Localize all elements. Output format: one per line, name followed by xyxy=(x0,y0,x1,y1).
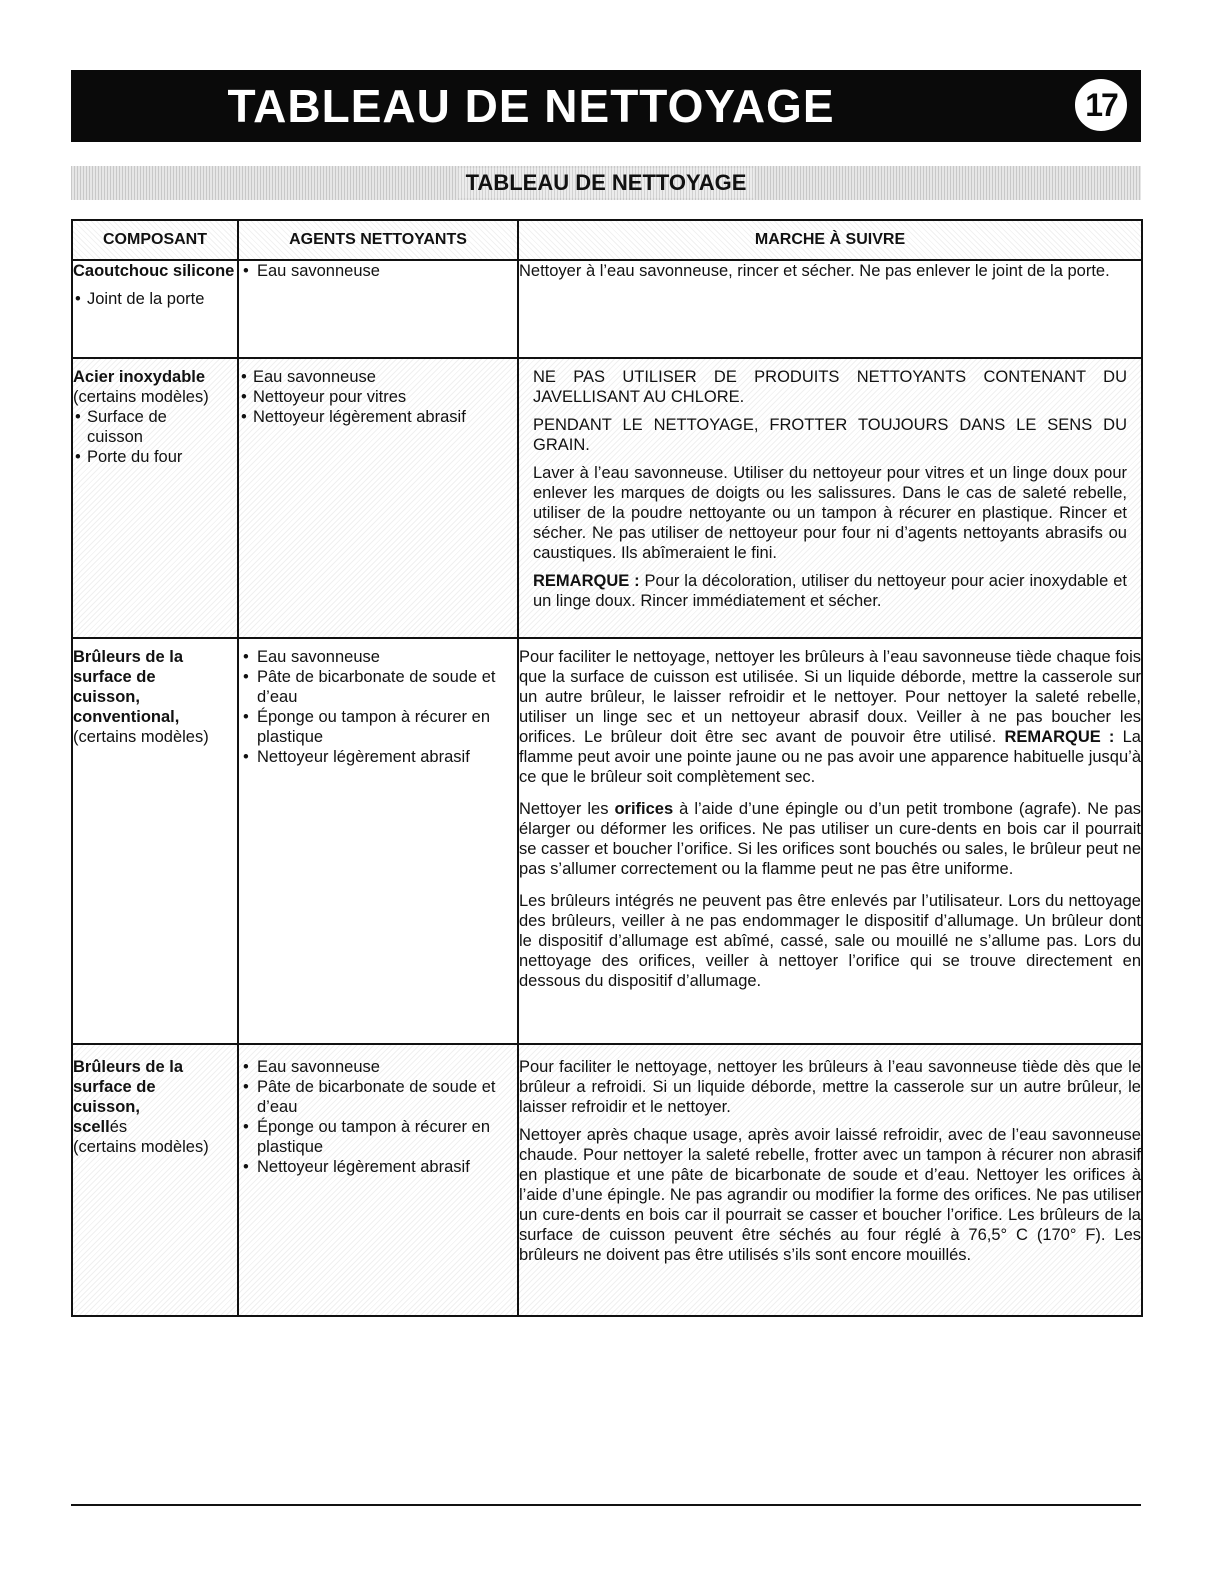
procedure-paragraph: Pour faciliter le nettoyage, nettoyer les brûleurs à l’eau savonneuse tiède dès que le brûleur a refroidi. Si un liquide déborde, mettre la casserole sur un autre brûleur, le laisser refroidir et le nettoyer. xyxy=(519,1058,1141,1116)
procedure-paragraph: Nettoyer après chaque usage, après avoir laissé refroidir, avec de l’eau savonneuse chaude. Pour nettoyer la saleté rebelle, frotter avec un tampon à récurer non abrasif en plastique et une pâte de bicarbonate de soude et d’eau. Nettoyer les orifices à l’aide d’une épingle. Ne pas agrandir ou modifier la forme des orifices. Ne pas utiliser un cure-dents en bois car il pourrait se casser et boucher l’orifice. Les brûleurs de la surface de cuisson peuvent être séchés au four réglé à 76,5° C (170° F). Les brûleurs ne doivent pas être utilisés s’ils sont encore mouillés. xyxy=(519,1126,1141,1264)
title-banner xyxy=(71,70,1141,142)
agent-item: • Nettoyeur légèrement abrasif xyxy=(239,747,517,767)
component-cell xyxy=(72,638,238,1044)
agent-item: • Éponge ou tampon à récurer en plastique xyxy=(239,1117,517,1157)
component-title-line: conventional, xyxy=(73,708,180,726)
component-scell-bold: scell xyxy=(73,1118,110,1136)
agents-cell xyxy=(238,358,518,638)
note-label: REMARQUE : xyxy=(533,572,640,590)
orifices-bold: orifices xyxy=(614,800,674,818)
procedure-paragraph: Nettoyer à l’eau savonneuse, rincer et sécher. Ne pas enlever le joint de la porte. xyxy=(519,262,1110,280)
component-item: • Surface de cuisson xyxy=(73,407,237,447)
agent-item: • Éponge ou tampon à récurer en plastique xyxy=(239,707,517,747)
orifices-pre: Nettoyer les xyxy=(519,800,615,818)
component-cell xyxy=(72,1044,238,1316)
table-header-row xyxy=(72,220,1142,260)
procedure-note xyxy=(533,571,1127,611)
procedure-intro: Pour faciliter le nettoyage, nettoyer les brûleurs à l’eau savonneuse tiède chaque fois que la surface de cuisson est utilisée. Si un liquide déborde, mettre la casserole sur un autre brûleur, le laisser refroidir et le nettoyer. Pour nettoyer la saleté rebelle, utiliser un linge sec et un nettoyeur abrasif doux. Veiller à ne pas boucher les orifices. Le brûleur doit être sec avant de pouvoir être utilisé. xyxy=(519,648,1141,746)
note-text: La flamme peut avoir une pointe jaune ou ne pas avoir une apparence habituelle jusqu’à ce que le brûleur soit complètement sec. xyxy=(519,728,1141,786)
component-note: (certains modèles) xyxy=(73,388,209,406)
orifices-post: à l’aide d’une épingle ou d’un petit trombone (agrafe). Ne pas élarger ou déformer les orifices. Ne pas utiliser un cure-dents en bois car il pourrait se casser et boucher l’orifice. Si les orifices sont bouchés ou sales, le brûleur peut ne pas s’allumer correctement ou la flamme peut ne pas être uniforme. xyxy=(519,800,1141,878)
agents-cell xyxy=(238,1044,518,1316)
agent-item: • Eau savonneuse xyxy=(239,261,517,281)
page-number-badge: 17 xyxy=(1075,79,1127,131)
agent-item: • Nettoyeur pour vitres xyxy=(239,387,517,407)
component-title-line: Brûleurs de la xyxy=(73,1058,184,1076)
component-title-line: cuisson, xyxy=(73,688,140,706)
component-scell-rest: és xyxy=(109,1118,128,1136)
component-title: Acier inoxydable xyxy=(73,368,206,386)
component-title-line: Brûleurs de la xyxy=(73,648,184,666)
header-procedure: MARCHE À SUIVRE xyxy=(518,220,1142,260)
section-header-bar xyxy=(71,166,1141,200)
table-row xyxy=(72,358,1142,638)
procedure-integrated: Les brûleurs intégrés ne peuvent pas être enlevés par l’utilisateur. Lors du nettoyage des brûleurs, veiller à ne pas endommager le dispositif d’allumage. Un brûleur dont le dispositif d’allumage est abîmé, cassé, sale ou mouillé ne s’allume pas. Lors du nettoyage des orifices, veiller à nettoyer l’orifice qui se trouve directement en dessous du dispositif d’allumage. xyxy=(519,892,1141,990)
header-component: COMPOSANT xyxy=(72,220,238,260)
component-title-line: surface de xyxy=(73,668,156,686)
warning-grain: PENDANT LE NETTOYAGE, FROTTER TOUJOURS DANS LE SENS DU GRAIN. xyxy=(533,416,1127,454)
note-text: Pour la décoloration, utiliser du nettoyeur pour acier inoxydable et un linge doux. Rincer immédiatement et sécher. xyxy=(533,572,1127,610)
cleaning-table xyxy=(71,219,1143,1317)
table-row xyxy=(72,638,1142,1044)
component-cell xyxy=(72,358,238,638)
procedure-paragraph xyxy=(519,647,1141,787)
agent-item: • Eau savonneuse xyxy=(239,1057,517,1077)
header-agents: AGENTS NETTOYANTS xyxy=(238,220,518,260)
component-note: (certains modèles) xyxy=(73,728,209,746)
footer-rule xyxy=(71,1504,1141,1506)
table-row xyxy=(72,260,1142,358)
component-title-line: surface de xyxy=(73,1078,156,1096)
table-row xyxy=(72,1044,1142,1316)
agent-item: • Pâte de bicarbonate de soude et d’eau xyxy=(239,667,517,707)
warning-chlorine: NE PAS UTILISER DE PRODUITS NETTOYANTS CONTENANT DU JAVELLISANT AU CHLORE. xyxy=(533,368,1127,406)
procedure-paragraph: Laver à l’eau savonneuse. Utiliser du nettoyeur pour vitres et un linge doux pour enlever les marques de doigts ou les salissures. Dans le cas de saleté rebelle, utiliser de la poudre nettoyante ou un tampon à récurer en plastique. Rincer et sécher. Ne pas utiliser de nettoyeur pour four ni d’agents nettoyants abrasifs ou caustiques. Ils abîmeraient le fini. xyxy=(533,464,1127,562)
component-title-line xyxy=(73,1117,237,1137)
agent-item: • Eau savonneuse xyxy=(239,367,517,387)
agents-cell xyxy=(238,260,518,358)
component-title: Caoutchouc silicone xyxy=(73,262,235,280)
agent-item: • Pâte de bicarbonate de soude et d’eau xyxy=(239,1077,517,1117)
agents-cell xyxy=(238,638,518,1044)
procedure-orifices xyxy=(519,799,1141,879)
procedure-cell xyxy=(518,1044,1142,1316)
component-item: • Joint de la porte xyxy=(73,289,237,309)
agent-item: • Eau savonneuse xyxy=(239,647,517,667)
component-title-line: cuisson, xyxy=(73,1098,140,1116)
procedure-cell xyxy=(518,358,1142,638)
component-item: • Porte du four xyxy=(73,447,237,467)
note-label: REMARQUE : xyxy=(1004,728,1115,746)
procedure-cell xyxy=(518,260,1142,358)
agent-item: • Nettoyeur légèrement abrasif xyxy=(239,407,517,427)
component-note: (certains modèles) xyxy=(73,1138,209,1156)
component-cell xyxy=(72,260,238,358)
section-title: TABLEAU DE NETTOYAGE xyxy=(458,168,755,198)
procedure-cell xyxy=(518,638,1142,1044)
agent-item: • Nettoyeur légèrement abrasif xyxy=(239,1157,517,1177)
page-title: TABLEAU DE NETTOYAGE xyxy=(227,80,835,132)
